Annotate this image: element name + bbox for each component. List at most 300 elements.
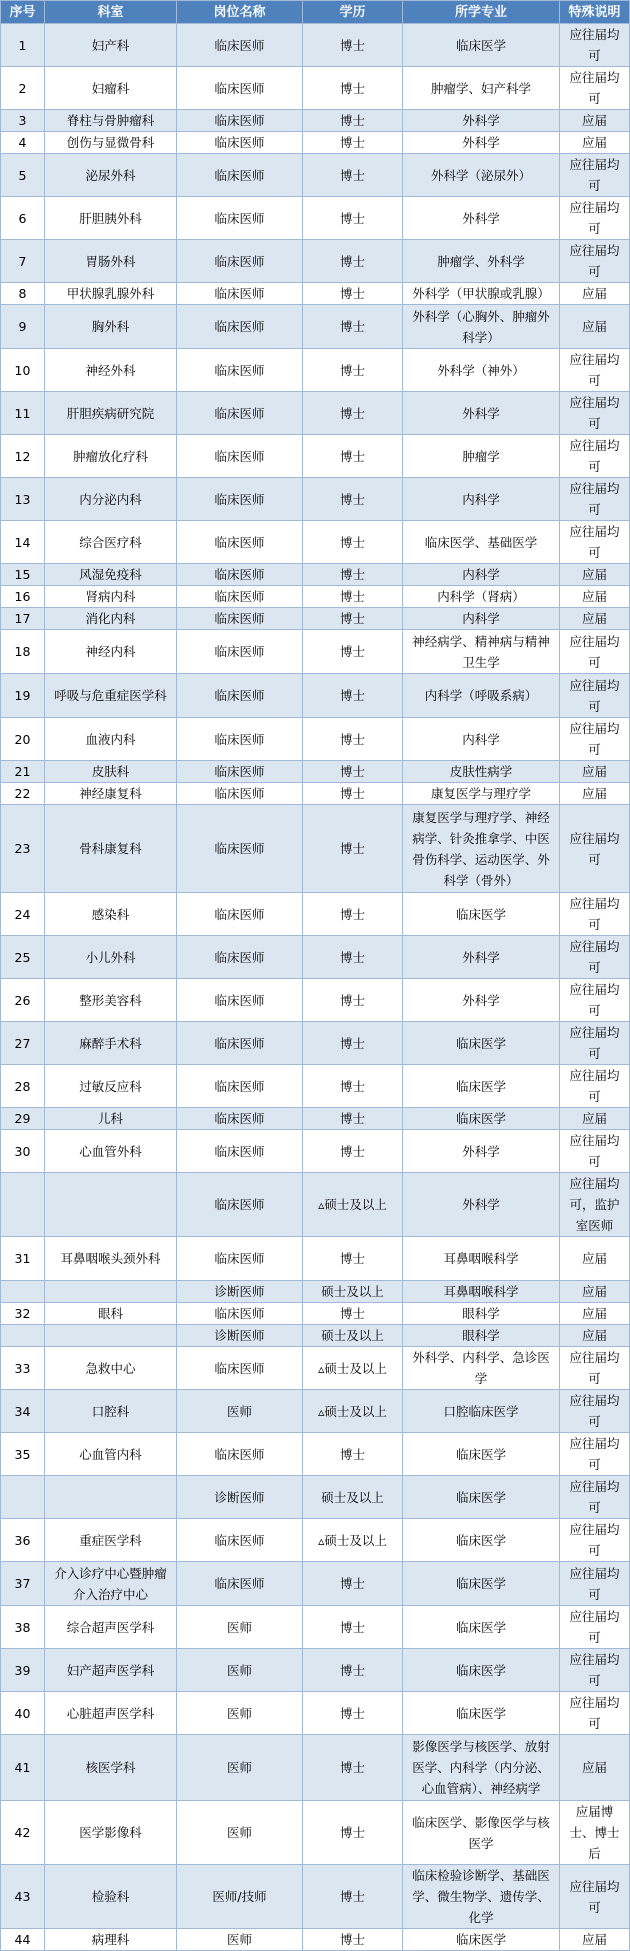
cell-note: 应届 [560,783,630,805]
cell-post: 临床医师 [177,564,303,586]
cell-major: 外科学 [403,936,560,979]
cell-no [1,1476,45,1519]
cell-post: 临床医师 [177,608,303,630]
cell-major: 临床医学 [403,1476,560,1519]
cell-post: 临床医师 [177,1237,303,1281]
cell-no: 33 [1,1347,45,1390]
cell-dept: 肾病内科 [45,586,177,608]
cell-dept: 创伤与显微骨科 [45,132,177,154]
table-row [1,1929,630,1951]
cell-major: 外科学（泌尿外） [403,154,560,197]
table-header [1,1,630,24]
cell-post: 临床医师 [177,1347,303,1390]
table-row [1,761,630,783]
table-row [1,1347,630,1390]
cell-note: 应往届均可 [560,24,630,67]
cell-dept: 胸外科 [45,305,177,349]
cell-post: 临床医师 [177,349,303,392]
cell-major: 临床医学 [403,893,560,936]
cell-dept: 重症医学科 [45,1519,177,1562]
cell-dept: 妇产超声医学科 [45,1649,177,1692]
cell-edu: 博士 [303,608,403,630]
cell-no: 21 [1,761,45,783]
cell-edu: 博士 [303,1303,403,1325]
cell-edu: 博士 [303,936,403,979]
cell-dept: 耳鼻咽喉头颈外科 [45,1237,177,1281]
cell-no: 27 [1,1022,45,1065]
cell-dept: 检验科 [45,1865,177,1929]
cell-post: 诊断医师 [177,1325,303,1347]
cell-dept: 皮肤科 [45,761,177,783]
cell-no: 13 [1,478,45,521]
cell-edu: 博士 [303,1692,403,1735]
cell-edu: 博士 [303,110,403,132]
cell-dept: 内分泌内科 [45,478,177,521]
cell-note: 应届 [560,1108,630,1130]
cell-note: 应届 [560,1303,630,1325]
cell-major: 内科学 [403,564,560,586]
table-row [1,979,630,1022]
cell-post: 临床医师 [177,893,303,936]
cell-post: 临床医师 [177,24,303,67]
cell-edu: 硕士及以上 [303,1476,403,1519]
cell-major: 内科学（肾病） [403,586,560,608]
cell-post: 临床医师 [177,1173,303,1237]
table-row [1,1108,630,1130]
cell-post: 诊断医师 [177,1281,303,1303]
table-row [1,1303,630,1325]
cell-no: 14 [1,521,45,564]
cell-post: 临床医师 [177,435,303,478]
cell-note: 应届 [560,1325,630,1347]
table-row [1,1801,630,1865]
cell-no: 44 [1,1929,45,1951]
table-row [1,132,630,154]
cell-major: 内科学 [403,718,560,761]
cell-no: 9 [1,305,45,349]
cell-note: 应往届均可 [560,805,630,893]
cell-major: 临床医学 [403,1929,560,1951]
cell-edu: 博士 [303,783,403,805]
cell-edu: 博士 [303,24,403,67]
cell-edu: 博士 [303,1065,403,1108]
table-body [1,24,630,1951]
cell-dept: 泌尿外科 [45,154,177,197]
cell-edu: 博士 [303,132,403,154]
cell-dept: 综合医疗科 [45,521,177,564]
cell-no: 1 [1,24,45,67]
table-row [1,936,630,979]
cell-dept: 妇产科 [45,24,177,67]
cell-major: 眼科学 [403,1303,560,1325]
cell-dept: 口腔科 [45,1390,177,1433]
table-row [1,67,630,110]
cell-no: 30 [1,1130,45,1173]
cell-major: 康复医学与理疗学 [403,783,560,805]
cell-note: 应往届均可 [560,1649,630,1692]
cell-post: 临床医师 [177,1065,303,1108]
cell-major: 内科学 [403,478,560,521]
cell-note: 应届 [560,1281,630,1303]
cell-no: 39 [1,1649,45,1692]
cell-edu: 博士 [303,1735,403,1801]
cell-note: 应届 [560,564,630,586]
cell-post: 医师 [177,1801,303,1865]
cell-note: 应往届均可 [560,1130,630,1173]
cell-no: 36 [1,1519,45,1562]
cell-note: 应届 [560,1735,630,1801]
cell-no: 37 [1,1562,45,1606]
cell-dept: 介入诊疗中心暨肿瘤介入治疗中心 [45,1562,177,1606]
cell-dept: 心血管内科 [45,1433,177,1476]
table-row [1,1281,630,1303]
cell-dept: 整形美容科 [45,979,177,1022]
cell-edu: 硕士及以上 [303,1325,403,1347]
cell-major: 外科学 [403,979,560,1022]
cell-post: 临床医师 [177,630,303,674]
table-row [1,1649,630,1692]
cell-edu: 博士 [303,718,403,761]
cell-major: 口腔临床医学 [403,1390,560,1433]
cell-edu: 博士 [303,564,403,586]
cell-major: 耳鼻咽喉科学 [403,1281,560,1303]
table-row [1,1865,630,1929]
cell-post: 医师 [177,1649,303,1692]
cell-no: 6 [1,197,45,240]
cell-no [1,1281,45,1303]
table-row [1,805,630,893]
cell-major: 临床医学 [403,1519,560,1562]
cell-note: 应届 [560,132,630,154]
cell-post: 临床医师 [177,67,303,110]
cell-edu: 博士 [303,197,403,240]
cell-dept: 神经康复科 [45,783,177,805]
cell-no: 35 [1,1433,45,1476]
cell-no: 7 [1,240,45,283]
cell-dept: 急救中心 [45,1347,177,1390]
table-row [1,435,630,478]
cell-edu: 博士 [303,240,403,283]
table-row [1,783,630,805]
header-no: 序号 [1,1,45,24]
cell-dept: 过敏反应科 [45,1065,177,1108]
cell-post: 临床医师 [177,1519,303,1562]
cell-post: 医师 [177,1929,303,1951]
cell-no: 43 [1,1865,45,1929]
cell-note: 应往届均可 [560,1865,630,1929]
cell-dept: 综合超声医学科 [45,1606,177,1649]
cell-note: 应往届均可 [560,392,630,435]
cell-major: 内科学 [403,608,560,630]
cell-note: 应往届均可 [560,349,630,392]
cell-major: 外科学 [403,197,560,240]
cell-no: 4 [1,132,45,154]
table-row [1,1130,630,1173]
table-row [1,630,630,674]
table-row [1,893,630,936]
cell-note: 应往届均可 [560,1347,630,1390]
cell-post: 临床医师 [177,1303,303,1325]
cell-dept: 脊柱与骨肿瘤科 [45,110,177,132]
cell-major: 外科学 [403,1130,560,1173]
cell-note: 应往届均可 [560,630,630,674]
cell-post: 临床医师 [177,936,303,979]
cell-major: 临床医学 [403,1606,560,1649]
cell-post: 临床医师 [177,240,303,283]
cell-note: 应往届均可 [560,240,630,283]
cell-major: 临床医学 [403,1649,560,1692]
cell-post: 临床医师 [177,197,303,240]
cell-post: 医师 [177,1692,303,1735]
cell-major: 临床医学 [403,1692,560,1735]
cell-edu: 博士 [303,1801,403,1865]
table-row [1,1519,630,1562]
table-row [1,718,630,761]
cell-no: 20 [1,718,45,761]
cell-post: 临床医师 [177,110,303,132]
cell-edu: 博士 [303,1022,403,1065]
cell-post: 临床医师 [177,674,303,718]
cell-edu: 博士 [303,586,403,608]
cell-post: 临床医师 [177,979,303,1022]
cell-major: 康复医学与理疗学、神经病学、针灸推拿学、中医骨伤科学、运动医学、外科学（骨外） [403,805,560,893]
cell-edu: 博士 [303,435,403,478]
cell-no: 2 [1,67,45,110]
table-row [1,349,630,392]
cell-dept: 血液内科 [45,718,177,761]
cell-dept: 感染科 [45,893,177,936]
cell-note: 应往届均可 [560,1022,630,1065]
cell-edu: 博士 [303,1108,403,1130]
cell-dept [45,1281,177,1303]
cell-edu: ▵硕士及以上 [303,1390,403,1433]
table-row [1,1692,630,1735]
cell-post: 临床医师 [177,1562,303,1606]
cell-dept: 核医学科 [45,1735,177,1801]
cell-note: 应届 [560,761,630,783]
cell-post: 临床医师 [177,586,303,608]
cell-no: 42 [1,1801,45,1865]
cell-major: 临床医学、影像医学与核医学 [403,1801,560,1865]
cell-dept: 儿科 [45,1108,177,1130]
cell-note: 应往届均可 [560,197,630,240]
cell-major: 临床医学、基础医学 [403,521,560,564]
cell-no: 41 [1,1735,45,1801]
table-row [1,1476,630,1519]
table-row [1,674,630,718]
table-row [1,1606,630,1649]
cell-no: 11 [1,392,45,435]
cell-dept [45,1476,177,1519]
cell-note: 应往届均可 [560,893,630,936]
table-row [1,1065,630,1108]
cell-major: 临床医学 [403,1108,560,1130]
cell-edu: 博士 [303,1433,403,1476]
cell-edu: 博士 [303,1237,403,1281]
table-row [1,240,630,283]
cell-post: 临床医师 [177,1433,303,1476]
cell-post: 医师 [177,1606,303,1649]
cell-note: 应往届均可 [560,1606,630,1649]
cell-major: 临床医学 [403,1022,560,1065]
cell-post: 临床医师 [177,805,303,893]
cell-no: 15 [1,564,45,586]
table-row [1,1735,630,1801]
cell-post: 临床医师 [177,392,303,435]
table-row [1,478,630,521]
cell-post: 临床医师 [177,1022,303,1065]
cell-dept: 心脏超声医学科 [45,1692,177,1735]
cell-no: 3 [1,110,45,132]
cell-no: 24 [1,893,45,936]
cell-major: 眼科学 [403,1325,560,1347]
cell-no [1,1325,45,1347]
cell-edu: 博士 [303,305,403,349]
cell-post: 临床医师 [177,283,303,305]
cell-no: 18 [1,630,45,674]
cell-no: 12 [1,435,45,478]
cell-dept: 神经内科 [45,630,177,674]
cell-edu: 博士 [303,283,403,305]
cell-edu: 博士 [303,1562,403,1606]
cell-edu: ▵硕士及以上 [303,1347,403,1390]
table-row [1,305,630,349]
cell-note: 应届 [560,586,630,608]
cell-post: 临床医师 [177,478,303,521]
cell-edu: 博士 [303,392,403,435]
cell-note: 应届 [560,110,630,132]
cell-post: 临床医师 [177,305,303,349]
table-row [1,392,630,435]
cell-no: 29 [1,1108,45,1130]
cell-post: 诊断医师 [177,1476,303,1519]
cell-post: 临床医师 [177,761,303,783]
cell-post: 临床医师 [177,1130,303,1173]
cell-note: 应往届均可 [560,478,630,521]
cell-dept: 风湿免疫科 [45,564,177,586]
table-row [1,1022,630,1065]
cell-post: 临床医师 [177,718,303,761]
cell-edu: 硕士及以上 [303,1281,403,1303]
header-major: 所学专业 [403,1,560,24]
table-row [1,1173,630,1237]
table-row [1,283,630,305]
table-row [1,1325,630,1347]
cell-post: 临床医师 [177,154,303,197]
cell-edu: 博士 [303,1606,403,1649]
cell-dept: 肝胆胰外科 [45,197,177,240]
cell-dept: 消化内科 [45,608,177,630]
cell-dept: 甲状腺乳腺外科 [45,283,177,305]
cell-major: 外科学 [403,110,560,132]
cell-no: 28 [1,1065,45,1108]
cell-no: 17 [1,608,45,630]
cell-note: 应往届均可 [560,1065,630,1108]
cell-no [1,1173,45,1237]
cell-note: 应往届均可 [560,1692,630,1735]
header-note: 特殊说明 [560,1,630,24]
cell-edu: 博士 [303,805,403,893]
cell-edu: 博士 [303,979,403,1022]
cell-post: 医师/技师 [177,1865,303,1929]
cell-no: 31 [1,1237,45,1281]
table-row [1,1237,630,1281]
cell-edu: 博士 [303,67,403,110]
cell-major: 临床医学 [403,1065,560,1108]
cell-major: 外科学 [403,1173,560,1237]
cell-major: 外科学 [403,392,560,435]
cell-major: 影像医学与核医学、放射医学、内科学（内分泌、心血管病）、神经病学 [403,1735,560,1801]
cell-post: 临床医师 [177,783,303,805]
cell-post: 临床医师 [177,521,303,564]
cell-edu: 博士 [303,630,403,674]
cell-no: 16 [1,586,45,608]
cell-edu: 博士 [303,1865,403,1929]
cell-major: 耳鼻咽喉科学 [403,1237,560,1281]
cell-no: 40 [1,1692,45,1735]
table-row [1,197,630,240]
cell-edu: ▵硕士及以上 [303,1173,403,1237]
cell-note: 应往届均可 [560,1562,630,1606]
cell-major: 外科学（甲状腺或乳腺） [403,283,560,305]
cell-note: 应届 [560,608,630,630]
cell-note: 应往届均可 [560,1390,630,1433]
cell-no: 5 [1,154,45,197]
cell-major: 外科学、内科学、急诊医学 [403,1347,560,1390]
cell-no: 34 [1,1390,45,1433]
table-row [1,110,630,132]
table-row [1,521,630,564]
cell-note: 应届 [560,305,630,349]
cell-no: 22 [1,783,45,805]
table-row [1,154,630,197]
cell-dept: 胃肠外科 [45,240,177,283]
cell-note: 应届 [560,283,630,305]
cell-major: 临床检验诊断学、基础医学、微生物学、遗传学、化学 [403,1865,560,1929]
cell-no: 10 [1,349,45,392]
header-edu: 学历 [303,1,403,24]
cell-dept: 小儿外科 [45,936,177,979]
cell-major: 皮肤性病学 [403,761,560,783]
table-row [1,564,630,586]
table-row [1,1562,630,1606]
cell-edu: 博士 [303,521,403,564]
cell-major: 外科学 [403,132,560,154]
cell-edu: 博士 [303,1130,403,1173]
cell-post: 医师 [177,1735,303,1801]
table-row [1,608,630,630]
cell-major: 临床医学 [403,1433,560,1476]
cell-edu: 博士 [303,1649,403,1692]
cell-no: 19 [1,674,45,718]
cell-major: 外科学（心胸外、肿瘤外科学） [403,305,560,349]
table-row [1,1390,630,1433]
header-dept: 科室 [45,1,177,24]
cell-major: 神经病学、精神病与精神卫生学 [403,630,560,674]
cell-post: 临床医师 [177,1108,303,1130]
cell-post: 医师 [177,1390,303,1433]
cell-no: 38 [1,1606,45,1649]
cell-note: 应往届均可 [560,718,630,761]
cell-no: 8 [1,283,45,305]
cell-dept: 神经外科 [45,349,177,392]
cell-note: 应往届均可 [560,154,630,197]
cell-dept: 骨科康复科 [45,805,177,893]
cell-edu: 博士 [303,674,403,718]
cell-no: 32 [1,1303,45,1325]
cell-no: 25 [1,936,45,979]
cell-major: 肿瘤学 [403,435,560,478]
